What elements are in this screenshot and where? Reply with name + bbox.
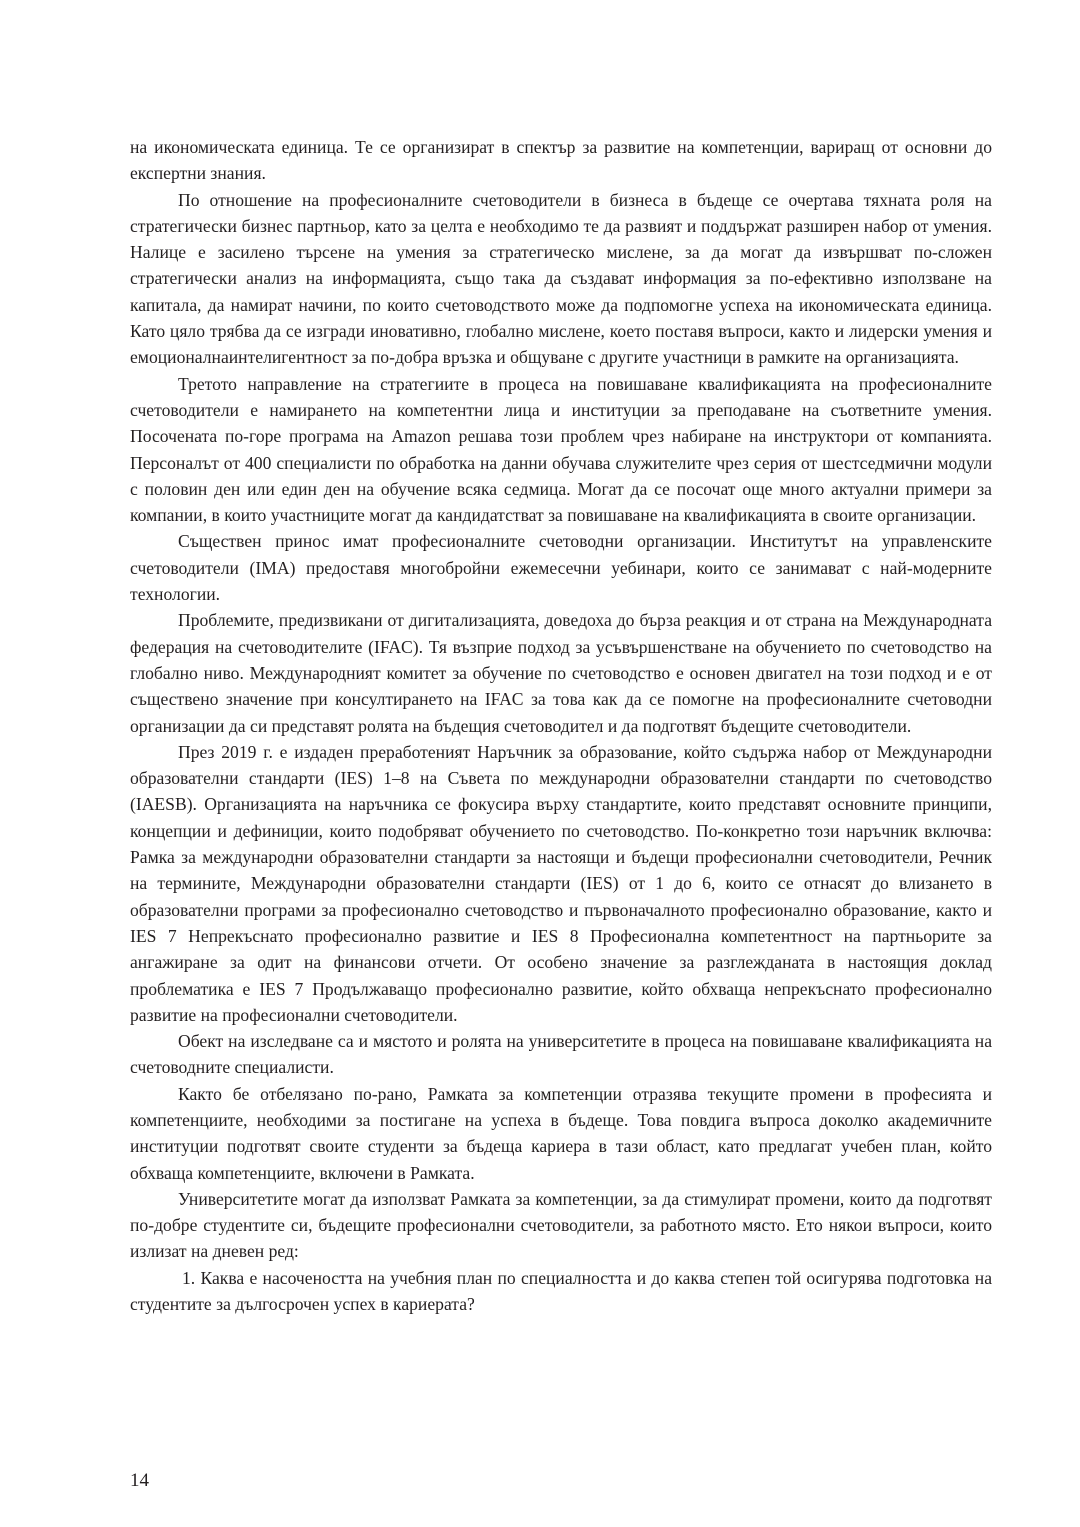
paragraph: Обект на изследване са и мястото и ролята на университетите в процеса на повишаване квалификацията на счетоводните специалисти. [130, 1031, 992, 1078]
paragraph: Съществен принос имат професионалните счетоводни организации. Институтът на управленските счетоводители (IMA) предоставя многобройни ежемесечни уебинари, които се занимават с най-модерните технологии. [130, 531, 992, 605]
paragraph: Университетите могат да използват Рамката за компетенции, за да стимулират промени, които да подготвят по-добре студентите си, бъдещите професионални счетоводители, за работното място. Ето някои въпроси, които излизат на дневен ред: [130, 1188, 992, 1262]
document-body [130, 134, 992, 1317]
paragraph: По отношение на професионалните счетоводители в бизнеса в бъдеще се очертава тяхната роля на стратегически бизнес партньор, като за целта е необходимо те да развият и поддържат разширен набор от умения. Налице е засилено търсене на умения за стратегическо мислене, за да могат да извършват по-сложен стратегически анализ на информацията, също така да създават информация за по-ефективно използване на капитала, да намират начини, по които счетоводството може да подпомогне успеха на икономическата единица. Като цяло трябва да се изгради иновативно, глобално мислене, което поставя въпроси, както и лидерски умения и емоционалнаинтелигентност за по-добра връзка и общуване с другите участници в рамките на организацията. [130, 189, 992, 368]
page-number: 14 [130, 1470, 149, 1491]
paragraph: Както бе отбелязано по-рано, Рамката за компетенции отразява текущите промени в професията и компетенциите, необходими за постигане на успеха в бъдеще. Това повдига въпроса доколко академичните институции подготвят своите студенти за бъдеща кариера в тази област, като предлагат учебен план, който обхваща компетенциите, включени в Рамката. [130, 1083, 992, 1183]
paragraph: Третото направление на стратегиите в процеса на повишаване квалификацията на професионалните счетоводители е намирането на компетентни лица и институции за преподаване на съответните умения. Посочената по-горе програма на Amazon решава този проблем чрез набиране на инструктори от компанията. Персоналът от 400 специалисти по обработка на данни обучава служителите чрез серия от шестседмични модули с половин ден или един ден на обучение всяка седмица. Могат да се посочат още много актуални примери за компании, в които участниците могат да кандидатстват за повишаване на квалификацията в своите организации. [130, 373, 992, 526]
paragraph: на икономическата единица. Те се организират в спектър за развитие на компетенции, вариращ от основни до експертни знания. [130, 137, 992, 184]
paragraph: През 2019 г. е издаден преработеният Наръчник за образование, който съдържа набор от Международни образователни стандарти (IES) 1–8 на Съвета по международни образователни стандарти по счетоводство (IAESB). Организацията на наръчника се фокусира върху стандартите, които представят основните принципи, концепции и дефиниции, които подобряват обучението по счетоводство. По-конкретно този наръчник включва: Рамка за международни образователни стандарти за настоящи и бъдещи професионални счетоводители, Речник на термините, Международни образователни стандарти (IES) от 1 до 6, които се отнасят до влизането в образователни програми за професионално счетоводство и първоначалното професионално образование, както и IES 7 Непрекъснато професионално развитие и IES 8 Професионална компетентност на партньорите за ангажиране за одит на финансови отчети. От особено значение за разглежданата в настоящия доклад проблематика е IES 7 Продължаващо професионално развитие, който обхваща непрекъснато професионално развитие на професионални счетоводители. [130, 741, 992, 1025]
paragraph: Проблемите, предизвикани от дигитализацията, доведоха до бърза реакция и от страна на Международната федерация на счетоводителите (IFAC). Тя възприе подход за усъвършенстване на обучението по счетоводство на глобално ниво. Международният комитет за обучение по счетоводство е основен двигател на този подход и е от съществено значение при консултирането на IFAC за това как да се помогне на професионалните счетоводни организации да си представят ролята на бъдещия счетоводител и да подготвят бъдещите счетоводители. [130, 610, 992, 736]
list-item: 1. Каква е насочеността на учебния план по специалността и до каква степен той осигурява подготовка на студентите за дългосрочен успех в кариерата? [130, 1267, 992, 1315]
